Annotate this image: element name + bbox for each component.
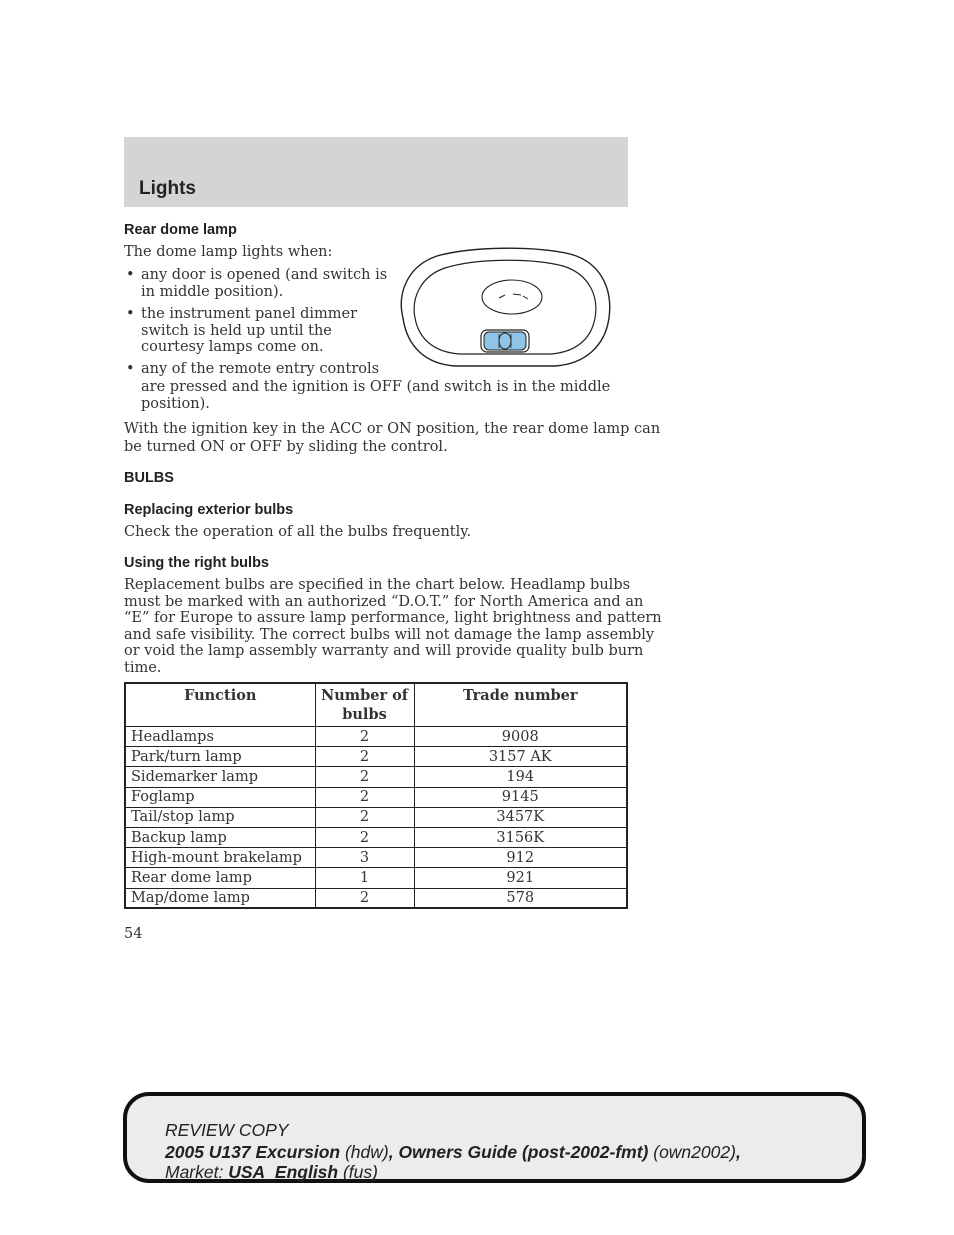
replacing-text: Check the operation of all the bulbs frequently. <box>124 524 472 540</box>
section-title: Lights <box>139 178 196 199</box>
col-number: Number of bulbs <box>315 683 414 727</box>
review-copy-label: REVIEW COPY <box>165 1120 289 1140</box>
bulbs-heading: BULBS <box>124 470 174 486</box>
dome-lamp-illustration <box>395 246 615 370</box>
table-row: Rear dome lamp 1 921 <box>125 868 627 888</box>
table-row: Park/turn lamp 2 3157 AK <box>125 747 627 767</box>
section-header-band <box>124 137 628 207</box>
review-model-line: 2005 U137 Excursion (hdw), Owners Guide (post-2002-fmt) (own2002), <box>165 1142 741 1162</box>
table-row: Foglamp 2 9145 <box>125 787 627 807</box>
col-function: Function <box>125 683 315 727</box>
table-row: Tail/stop lamp 2 3457K <box>125 807 627 827</box>
review-market-line: Market: USA_English (fus) <box>165 1162 378 1182</box>
table-row: Sidemarker lamp 2 194 <box>125 767 627 787</box>
page-number: 54 <box>124 926 143 942</box>
replacing-heading: Replacing exterior bulbs <box>124 502 294 518</box>
col-trade: Trade number <box>414 683 627 727</box>
review-copy-footer <box>123 1092 866 1183</box>
table-row: Map/dome lamp 2 578 <box>125 888 627 908</box>
rear-dome-para: With the ignition key in the ACC or ON position, the rear dome lamp can be turned ON or OFF by sliding the control. <box>124 421 661 455</box>
using-heading: Using the right bulbs <box>124 555 269 571</box>
rear-dome-heading: Rear dome lamp <box>124 222 237 238</box>
dome-switch-knob <box>499 333 511 349</box>
table-row: Backup lamp 2 3156K <box>125 827 627 847</box>
table-header-row <box>125 683 627 727</box>
bulb-table <box>124 682 628 909</box>
using-text: Replacement bulbs are specified in the chart below. Headlamp bulbs must be marked with an authorized “D.O.T.” for North America and an “E” for Europe to assure lamp performance, light brightness and pattern and safe visibility. The correct bulbs will not damage the lamp assembly or void the lamp assembly warranty and will provide quality bulb burn time. <box>124 577 662 676</box>
rear-dome-intro: The dome lamp lights when: <box>124 244 333 260</box>
table-row: High-mount brakelamp 3 912 <box>125 848 627 868</box>
table-row: Headlamps 2 9008 <box>125 727 627 747</box>
